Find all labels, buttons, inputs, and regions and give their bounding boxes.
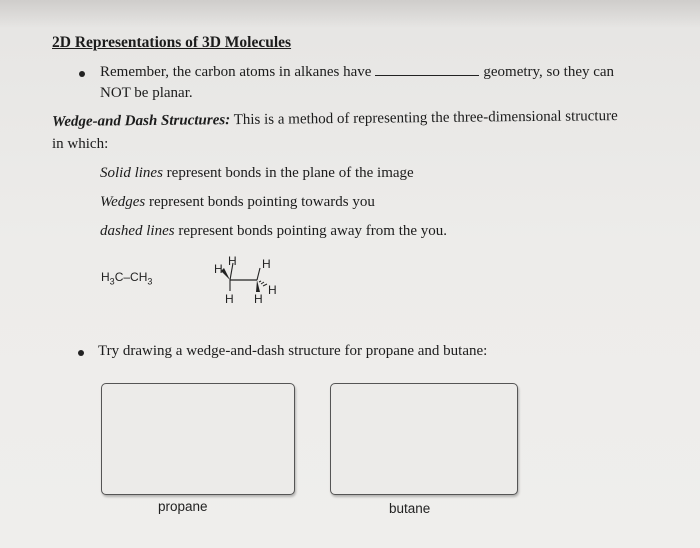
h-atom-2: H (228, 254, 237, 268)
section-title: 2D Representations of 3D Molecules (52, 34, 292, 51)
dash-bond-right (259, 281, 267, 286)
title-colon: : (225, 112, 231, 129)
bullet-2-text: Try drawing a wedge-and-dash structure for propane and butane: (98, 343, 488, 359)
butane-drawing-box[interactable] (330, 383, 518, 495)
solid-lines-term: Solid lines (100, 165, 163, 181)
butane-label: butane (389, 501, 431, 516)
wedge-dash-title: Wedge-and Dash Structures (52, 112, 226, 130)
bond-right-up (257, 268, 260, 280)
h-atom-5: H (225, 292, 234, 306)
wedge-dash-desc-text: This is a method of representing the three-dimensional structure (230, 108, 618, 129)
bullet-1-line-2: NOT be planar. (100, 85, 193, 101)
propane-label: propane (158, 499, 208, 514)
h-atom-3: H (262, 257, 271, 271)
formula-sub-2: 3 (147, 276, 153, 287)
wedges-rest: represent bonds pointing towards you (145, 194, 375, 210)
bullet-1-text-before: Remember, the carbon atoms in alkanes have (100, 64, 372, 80)
formula-sub-1: 3 (109, 276, 115, 287)
h-atom-4: H (268, 283, 277, 297)
bullet-1-text-after: geometry, so they can (483, 64, 615, 80)
wedge-dash-desc-line-2: in which: (52, 136, 109, 152)
dashed-lines-term: dashed lines (100, 223, 175, 239)
propane-drawing-box[interactable] (101, 383, 295, 495)
h-atom-6: H (254, 292, 263, 306)
dashed-lines-rest: represent bonds pointing away from the you. (174, 223, 448, 239)
bullet-dot (78, 350, 84, 356)
formula-h: H (101, 270, 110, 284)
h-atom-1: H (214, 262, 223, 276)
formula-mid: C–CH (114, 270, 148, 284)
wedges-term: Wedges (100, 194, 146, 210)
solid-lines-rest: represent bonds in the plane of the image (162, 165, 414, 181)
